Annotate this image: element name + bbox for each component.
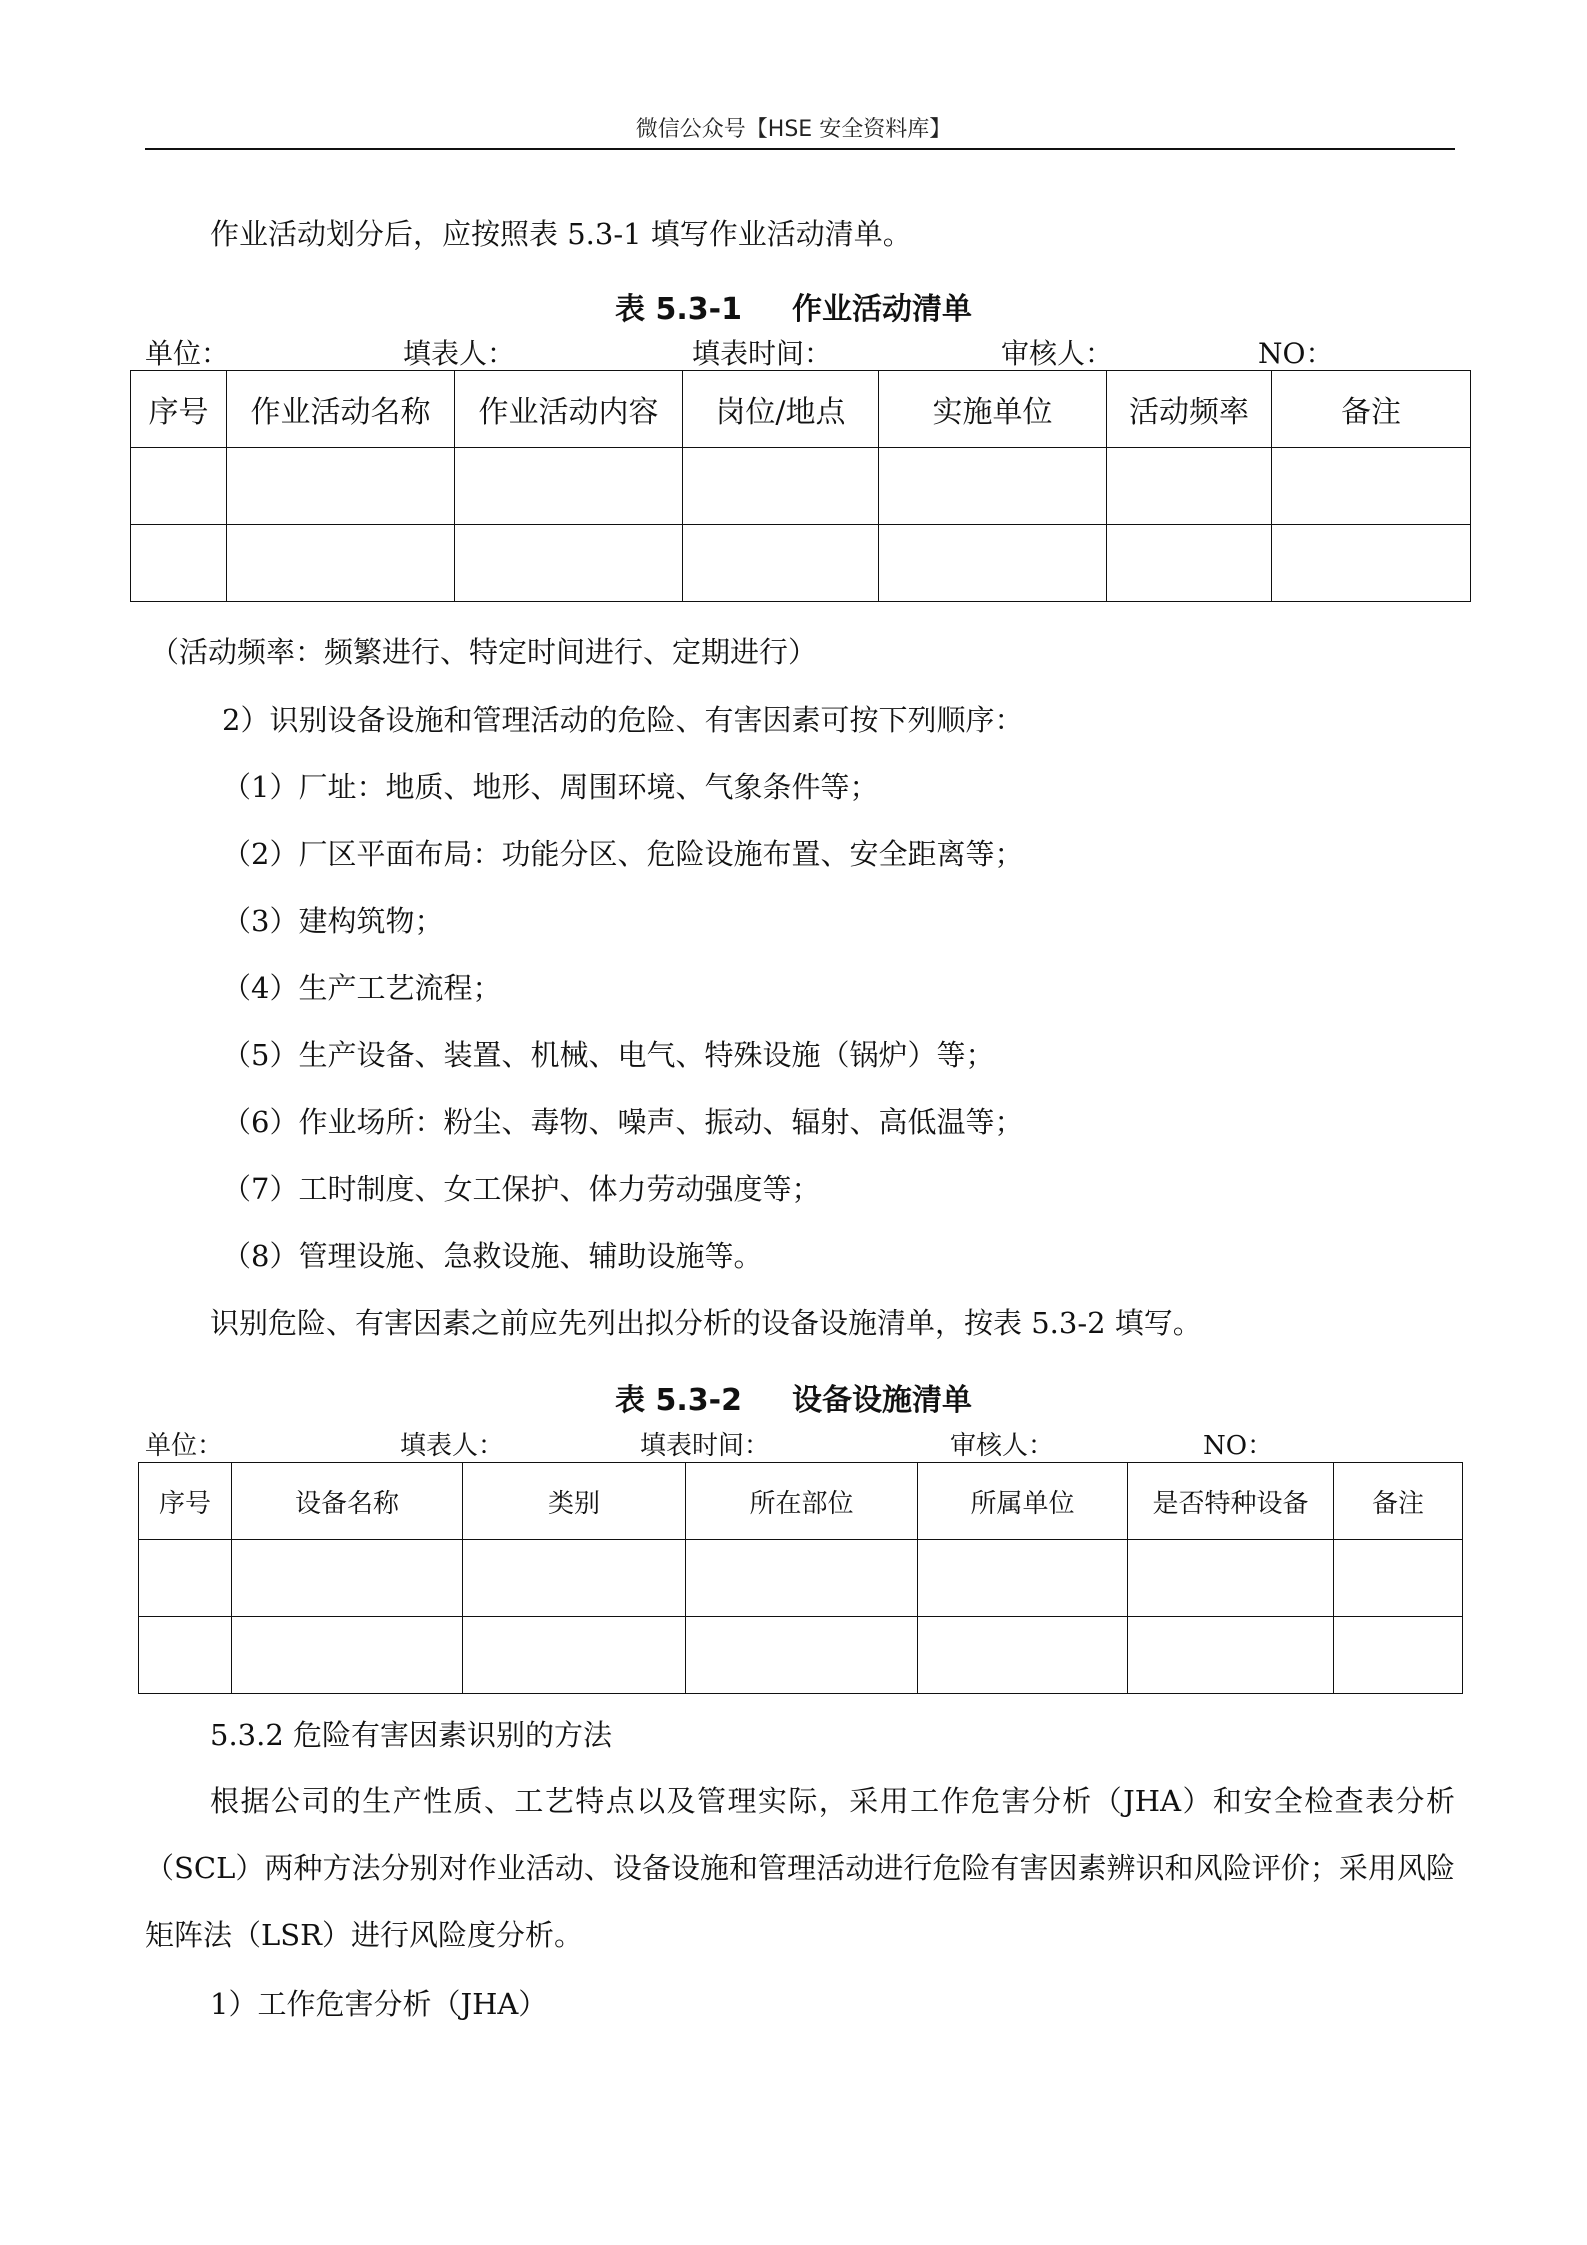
list-item: （2）厂区平面布局：功能分区、危险设施布置、安全距离等； (222, 837, 1024, 871)
table2-reviewer-label: 审核人： (950, 1431, 1055, 1461)
table1-filler-label: 填表人： (403, 337, 516, 370)
list-item: （8）管理设施、急救设施、辅助设施等。 (222, 1239, 763, 1273)
table1-reviewer-label: 审核人： (1001, 337, 1114, 370)
section-heading: 5.3.2 危险有害因素识别的方法 (210, 1718, 613, 1752)
equipment-list-table (138, 1462, 1463, 1694)
list-item: （7）工时制度、女工保护、体力劳动强度等； (222, 1172, 821, 1206)
header-cell: 序号 (139, 1463, 232, 1540)
empty-cell (879, 525, 1107, 602)
header-cell: 备注 (1272, 371, 1471, 448)
table-header-row (131, 371, 1471, 448)
table2-number: 表 5.3-2 (615, 1383, 742, 1418)
empty-cell (455, 525, 683, 602)
header-cell: 作业活动名称 (227, 371, 455, 448)
empty-cell (1272, 448, 1471, 525)
empty-cell (139, 1540, 232, 1617)
table2-no-label: NO： (1203, 1431, 1274, 1461)
frequency-note: （活动频率：频繁进行、特定时间进行、定期进行） (150, 635, 818, 669)
empty-cell (918, 1540, 1128, 1617)
list-outro: 识别危险、有害因素之前应先列出拟分析的设备设施清单，按表 5.3-2 填写。 (210, 1306, 1202, 1340)
empty-cell (455, 448, 683, 525)
table-row (139, 1617, 1463, 1694)
empty-cell (683, 525, 879, 602)
table-row (139, 1540, 1463, 1617)
table1-title (0, 284, 1587, 328)
list-item: （5）生产设备、装置、机械、电气、特殊设施（锅炉）等； (222, 1038, 995, 1072)
table1-time-label: 填表时间： (692, 337, 833, 370)
header-cell: 作业活动内容 (455, 371, 683, 448)
subsection-heading: 1）工作危害分析（JHA） (210, 1987, 548, 2021)
header-cell: 实施单位 (879, 371, 1107, 448)
list-item: （6）作业场所：粉尘、毒物、噪声、振动、辐射、高低温等； (222, 1105, 1024, 1139)
table1-unit-label: 单位： (145, 337, 230, 370)
empty-cell (139, 1617, 232, 1694)
table-header-row (139, 1463, 1463, 1540)
empty-cell (463, 1617, 686, 1694)
empty-cell (1334, 1617, 1463, 1694)
header-cell: 设备名称 (232, 1463, 463, 1540)
empty-cell (463, 1540, 686, 1617)
empty-cell (879, 448, 1107, 525)
page-header: 微信公众号【HSE 安全资料库】 (635, 117, 952, 142)
empty-cell (1107, 448, 1272, 525)
empty-cell (1272, 525, 1471, 602)
table1-no-label: NO： (1258, 337, 1334, 370)
table-row (131, 448, 1471, 525)
empty-cell (131, 448, 227, 525)
header-cell: 所在部位 (686, 1463, 918, 1540)
empty-cell (686, 1540, 918, 1617)
table2-filler-label: 填表人： (400, 1431, 505, 1461)
table2-time-label: 填表时间： (640, 1431, 771, 1461)
table2-unit-label: 单位： (145, 1431, 224, 1461)
header-divider (145, 148, 1455, 150)
empty-cell (686, 1617, 918, 1694)
intro-paragraph: 作业活动划分后，应按照表 5.3-1 填写作业活动清单。 (210, 217, 912, 251)
empty-cell (1107, 525, 1272, 602)
header-cell: 序号 (131, 371, 227, 448)
table1-number: 表 5.3-1 (615, 292, 742, 327)
empty-cell (131, 525, 227, 602)
activity-list-table (130, 370, 1471, 602)
empty-cell (232, 1617, 463, 1694)
section-body: 根据公司的生产性质、工艺特点以及管理实际，采用工作危害分析（JHA）和安全检查表分析（SCL）两种方法分别对作业活动、设备设施和管理活动进行危险有害因素辨识和风险评价；采用风险矩阵法（LSR）进行风险度分析。 (145, 1784, 1455, 1952)
header-cell: 活动频率 (1107, 371, 1272, 448)
empty-cell (1128, 1540, 1334, 1617)
empty-cell (1334, 1540, 1463, 1617)
empty-cell (918, 1617, 1128, 1694)
empty-cell (1128, 1617, 1334, 1694)
header-cell: 备注 (1334, 1463, 1463, 1540)
empty-cell (232, 1540, 463, 1617)
table2-title (0, 1375, 1587, 1419)
empty-cell (683, 448, 879, 525)
header-cell: 所属单位 (918, 1463, 1128, 1540)
table-row (131, 525, 1471, 602)
list-item: （3）建构筑物； (222, 904, 444, 938)
list-item: （4）生产工艺流程； (222, 971, 502, 1005)
header-cell: 是否特种设备 (1128, 1463, 1334, 1540)
list-intro: 2）识别设备设施和管理活动的危险、有害因素可按下列顺序： (222, 703, 1024, 737)
empty-cell (227, 448, 455, 525)
header-cell: 类别 (463, 1463, 686, 1540)
header-cell: 岗位/地点 (683, 371, 879, 448)
empty-cell (227, 525, 455, 602)
table2-name: 设备设施清单 (791, 1383, 972, 1418)
table1-name: 作业活动清单 (791, 292, 972, 327)
list-item: （1）厂址：地质、地形、周围环境、气象条件等； (222, 770, 879, 804)
